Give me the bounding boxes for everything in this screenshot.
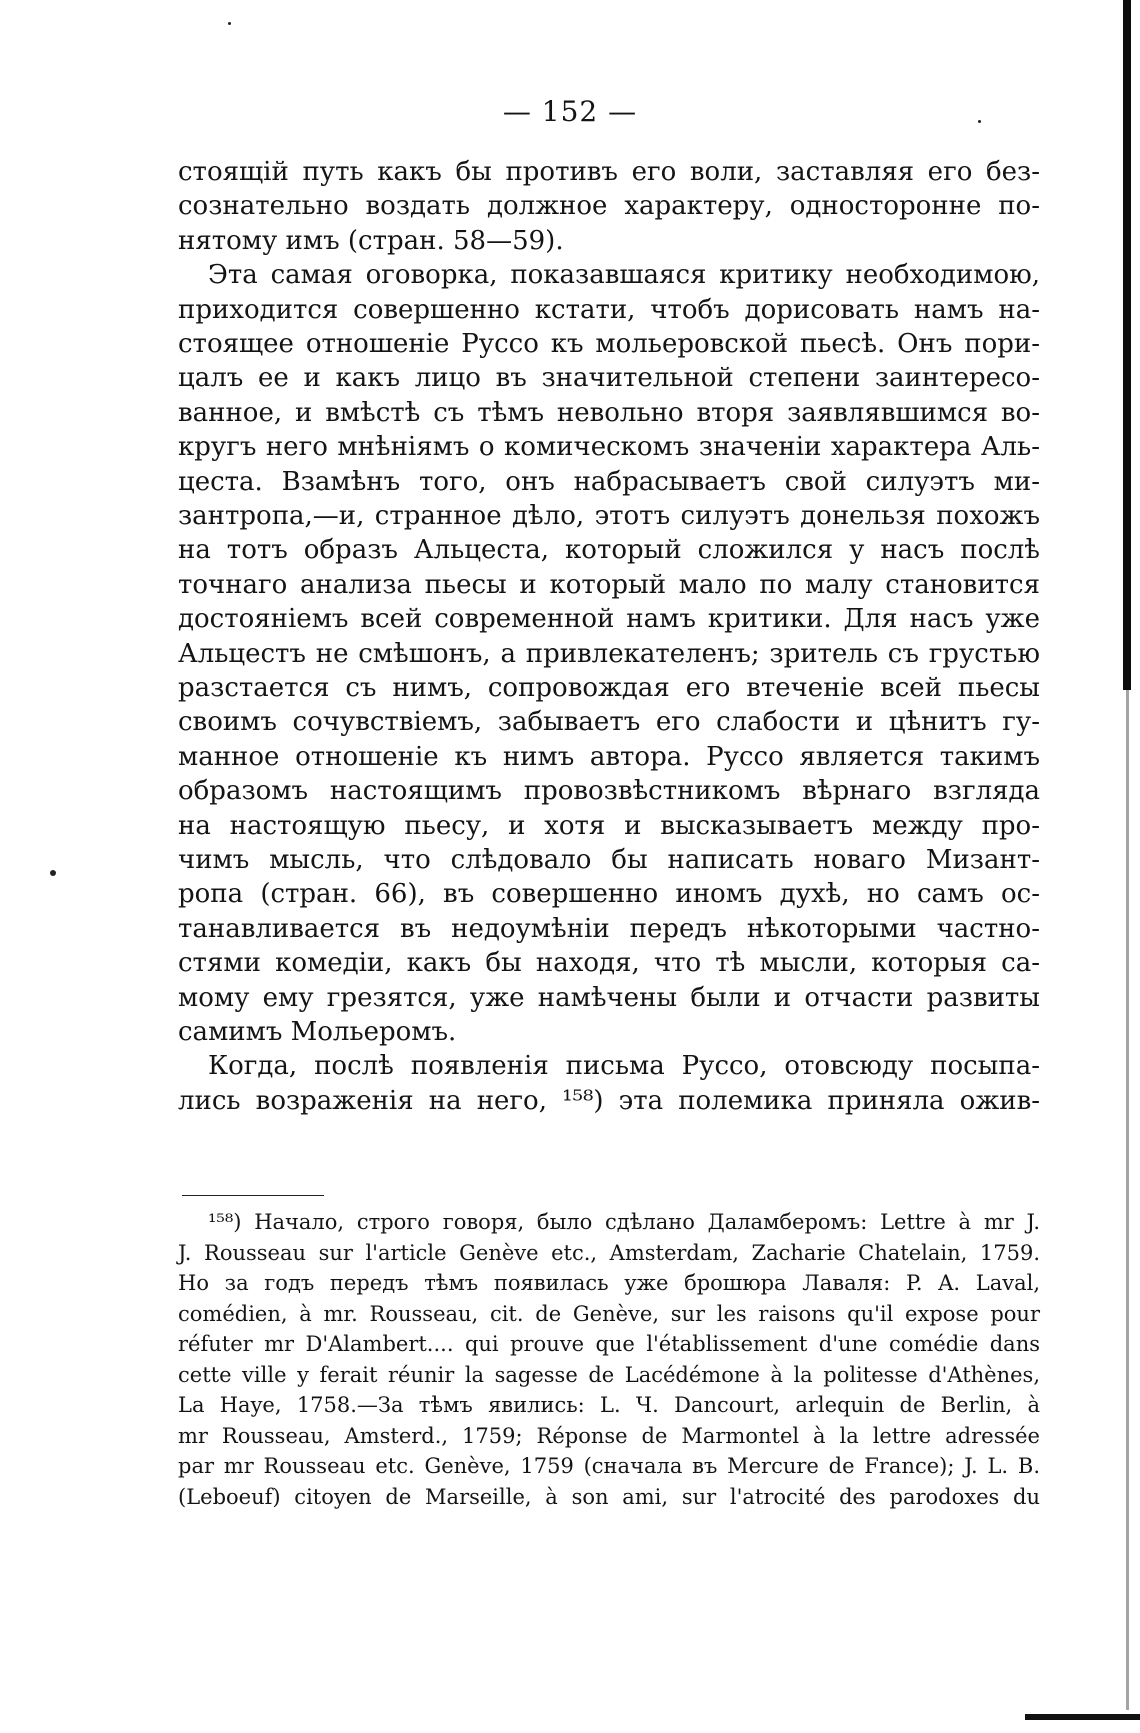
body-line: разстается съ нимъ, сопровождая его втеченіе всей пьесы: [178, 673, 1040, 703]
body-line: достояніемъ всей современной намъ критики. Для насъ уже: [178, 604, 1040, 635]
body-line: Эта самая оговорка, показавшаяся критику необходимою,: [208, 260, 1040, 291]
body-line: на тотъ образъ Альцеста, который сложился у насъ послѣ: [178, 535, 1040, 566]
body-line: ванное, и вмѣстѣ съ тѣмъ невольно вторя заявлявшимся во-: [178, 397, 1040, 428]
page-number: — 152 —: [502, 95, 638, 128]
footnote-line: par mr Rousseau etc. Genève, 1759 (сначала въ Mercure de France); J. L. B.: [178, 1454, 1040, 1478]
body-line: кругъ него мнѣніямъ о комическомъ значеніи характера Аль-: [178, 432, 1040, 463]
body-line: образомъ настоящимъ провозвѣстникомъ вѣрнаго взгляда: [178, 776, 1040, 807]
body-line: сознательно воздать должное характеру, односторонне по-: [178, 191, 1040, 222]
footnote-line: La Haye, 1758.—За тѣмъ явились: L. Ч. Dancourt, arlequin de Berlin, à: [178, 1393, 1040, 1417]
footnote-line: ¹⁵⁸) Начало, строго говоря, было сдѣлано Даламберомъ: Lettre à mr J.: [208, 1210, 1040, 1234]
body-line: ропа (стран. 66), въ совершенно иномъ духѣ, но самъ ос-: [178, 879, 1040, 910]
footnote-line: réfuter mr D'Alambert.... qui prouve que l'établissement d'une comédie dans: [178, 1332, 1040, 1356]
body-line: манное отношеніе къ нимъ автора. Руссо является такимъ: [178, 741, 1040, 772]
footnote-line: comédien, à mr. Rousseau, cit. de Genève, sur les raisons qu'il expose pour: [178, 1301, 1040, 1326]
body-line: стоящее отношеніе Руссо къ мольеровской пьесѣ. Онъ пори-: [178, 329, 1040, 359]
scan-bottom-mark: [1025, 1714, 1140, 1720]
body-line: точнаго анализа пьесы и который мало по малу становится: [178, 569, 1040, 600]
body-line: цеста. Взамѣнъ того, онъ набрасываетъ свой силуэтъ ми-: [178, 466, 1040, 497]
body-line: Альцестъ не смѣшонъ, а привлекателенъ; зритель съ грустью: [178, 638, 1040, 669]
footnote-line: J. Rousseau sur l'article Genève etc., Amsterdam, Zacharie Chatelain, 1759.: [178, 1240, 1040, 1265]
footnote-line: cette ville y ferait réunir la sagesse de Lacédémone à la politesse d'Athènes,: [178, 1362, 1040, 1387]
body-line: Когда, послѣ появленія письма Руссо, отовсюду посыпа-: [208, 1051, 1040, 1082]
body-line: стоящій путь какъ бы противъ его воли, заставляя его без-: [178, 157, 1040, 187]
body-line: на настоящую пьесу, и хотя и высказываетъ между про-: [178, 810, 1040, 841]
body-line: лись возраженія на него, ¹⁵⁸) эта полемика приняла ожив-: [178, 1085, 1040, 1116]
footnote-divider: [182, 1195, 324, 1196]
body-line: своимъ сочувствіемъ, забываетъ его слабости и цѣнитъ гу-: [178, 707, 1040, 738]
scan-speck: [228, 22, 231, 25]
scan-edge-line: [1126, 690, 1129, 1710]
scan-speck: [50, 870, 56, 876]
body-line: цалъ ее и какъ лицо въ значительной степени заинтересо-: [178, 363, 1040, 394]
body-line: самимъ Мольеромъ.: [178, 1017, 457, 1047]
footnote-line: mr Rousseau, Amsterd., 1759; Réponse de Marmontel à la lettre adressée: [178, 1423, 1040, 1448]
body-line: нятому имъ (стран. 58—59).: [178, 225, 564, 256]
body-line: танавливается въ недоумѣніи передъ нѣкоторыми частно-: [178, 913, 1040, 944]
body-line: чимъ мысль, что слѣдовало бы написать новаго Мизант-: [178, 845, 1040, 875]
body-line: мому ему грезятся, уже намѣчены были и отчасти развиты: [178, 982, 1040, 1013]
footnote-line: Но за годъ передъ тѣмъ появилась уже брошюра Лаваля: P. A. Laval,: [178, 1271, 1040, 1295]
footnote-line: (Leboeuf) citoyen de Marseille, à son ami, sur l'atrocité des parodoxes du: [178, 1484, 1040, 1509]
body-line: стями комедіи, какъ бы находя, что тѣ мысли, которыя са-: [178, 948, 1040, 979]
body-line: зантропа,—и, странное дѣло, этотъ силуэтъ донельзя похожъ: [178, 501, 1040, 531]
body-line: приходится совершенно кстати, чтобъ дорисовать намъ на-: [178, 294, 1040, 325]
